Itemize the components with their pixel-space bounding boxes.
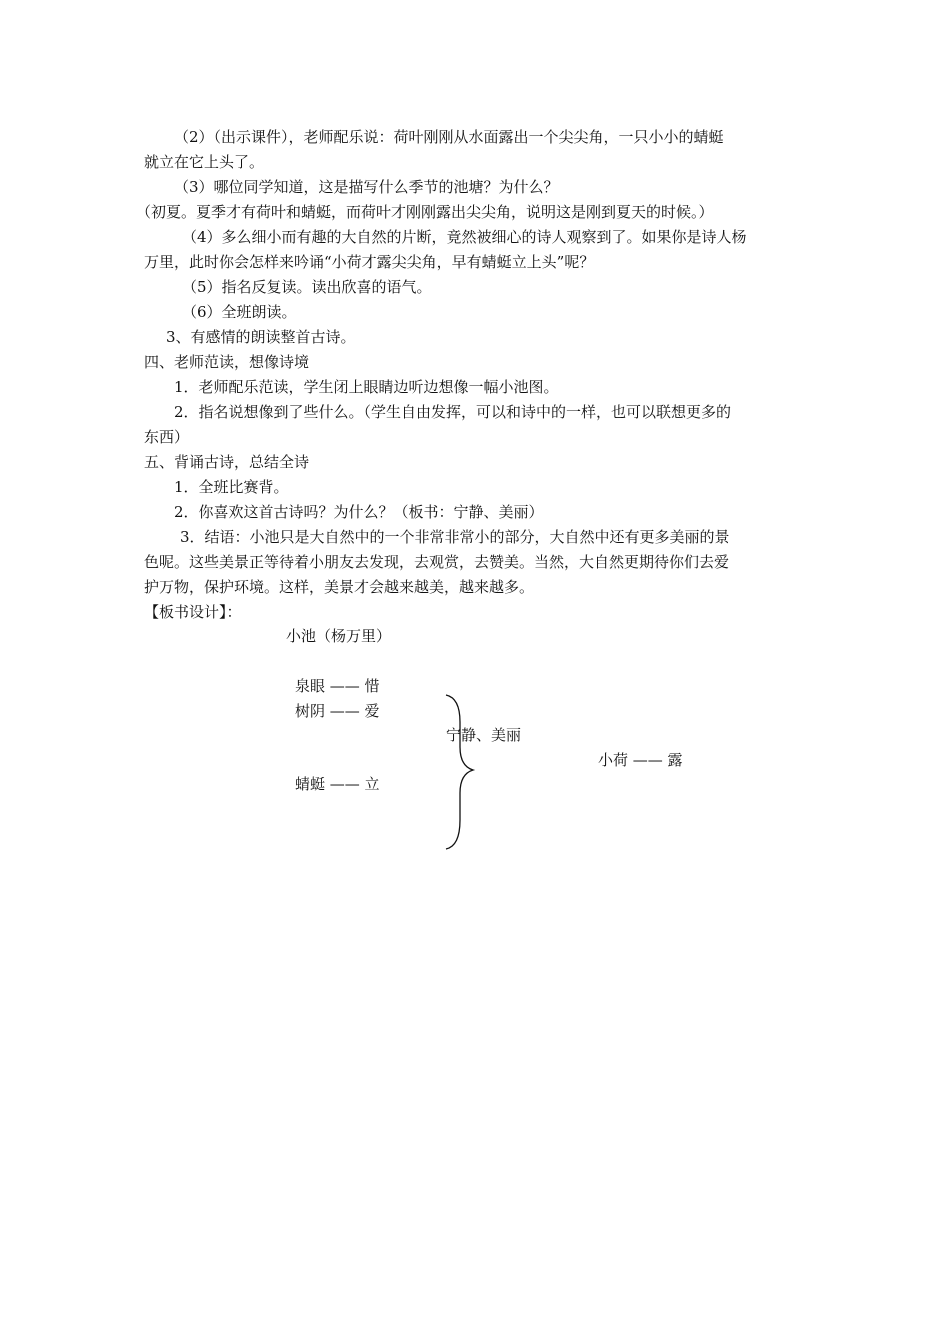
paragraph-4-line-1: （4）多么细小而有趣的大自然的片断，竟然被细心的诗人观察到了。如果你是诗人杨 [182, 228, 747, 246]
board-summary: 宁静、美丽 [446, 726, 522, 744]
board-design-heading: 【板书设计】： [144, 603, 242, 621]
board-row-small-lotus: 小荷 —— 露 [598, 751, 683, 769]
board-row-spring-eye: 泉眼 —— 惜 [295, 677, 380, 695]
paragraph-3: （3）哪位同学知道，这是描写什么季节的池塘？为什么？ [174, 178, 559, 196]
paragraph-2-line-1: （2）（出示课件），老师配乐说：荷叶刚刚从水面露出一个尖尖角，一只小小的蜻蜓 [174, 128, 724, 146]
paragraph-2-line-2: 就立在它上头了。 [144, 153, 265, 171]
section-4-item-2-line-1: 2．指名说想像到了些什么。（学生自由发挥，可以和诗中的一样，也可以联想更多的 [174, 403, 732, 421]
paragraph-3-answer: （初夏。夏季才有荷叶和蜻蜓，而荷叶才刚刚露出尖尖角，说明这是刚到夏天的时候。） [136, 203, 714, 221]
section-4-item-2-line-2: 东西） [144, 428, 190, 446]
section-5-item-2: 2．你喜欢这首古诗吗？为什么？（板书：宁静、美丽） [174, 503, 544, 521]
board-title: 小池（杨万里） [286, 627, 392, 645]
board-row-tree-shade: 树阴 —— 爱 [295, 702, 380, 720]
paragraph-4-line-2: 万里，此时你会怎样来吟诵“小荷才露尖尖角，早有蜻蜓立上头”呢？ [144, 253, 595, 271]
section-4-heading: 四、老师范读，想像诗境 [144, 353, 310, 371]
section-5-item-3-line-1: 3．结语：小池只是大自然中的一个非常非常小的部分，大自然中还有更多美丽的景 [180, 528, 730, 546]
paragraph-5: （5）指名反复读。读出欣喜的语气。 [182, 278, 432, 296]
board-row-dragonfly: 蜻蜓 —— 立 [295, 775, 380, 793]
section-5-item-3-line-2: 色呢。这些美景正等待着小朋友去发现，去观赏，去赞美。当然，大自然更期待你们去爱 [144, 553, 730, 571]
section-5-item-3-line-3: 护万物，保护环境。这样，美景才会越来越美，越来越多。 [144, 578, 535, 596]
section-5-heading: 五、背诵古诗，总结全诗 [144, 453, 310, 471]
item-3: 3、有感情的朗读整首古诗。 [166, 328, 356, 346]
paragraph-6: （6）全班朗读。 [182, 303, 297, 321]
section-4-item-1: 1．老师配乐范读，学生闭上眼睛边听边想像一幅小池图。 [174, 378, 559, 396]
section-5-item-1: 1．全班比赛背。 [174, 478, 289, 496]
brace-icon [430, 692, 480, 852]
